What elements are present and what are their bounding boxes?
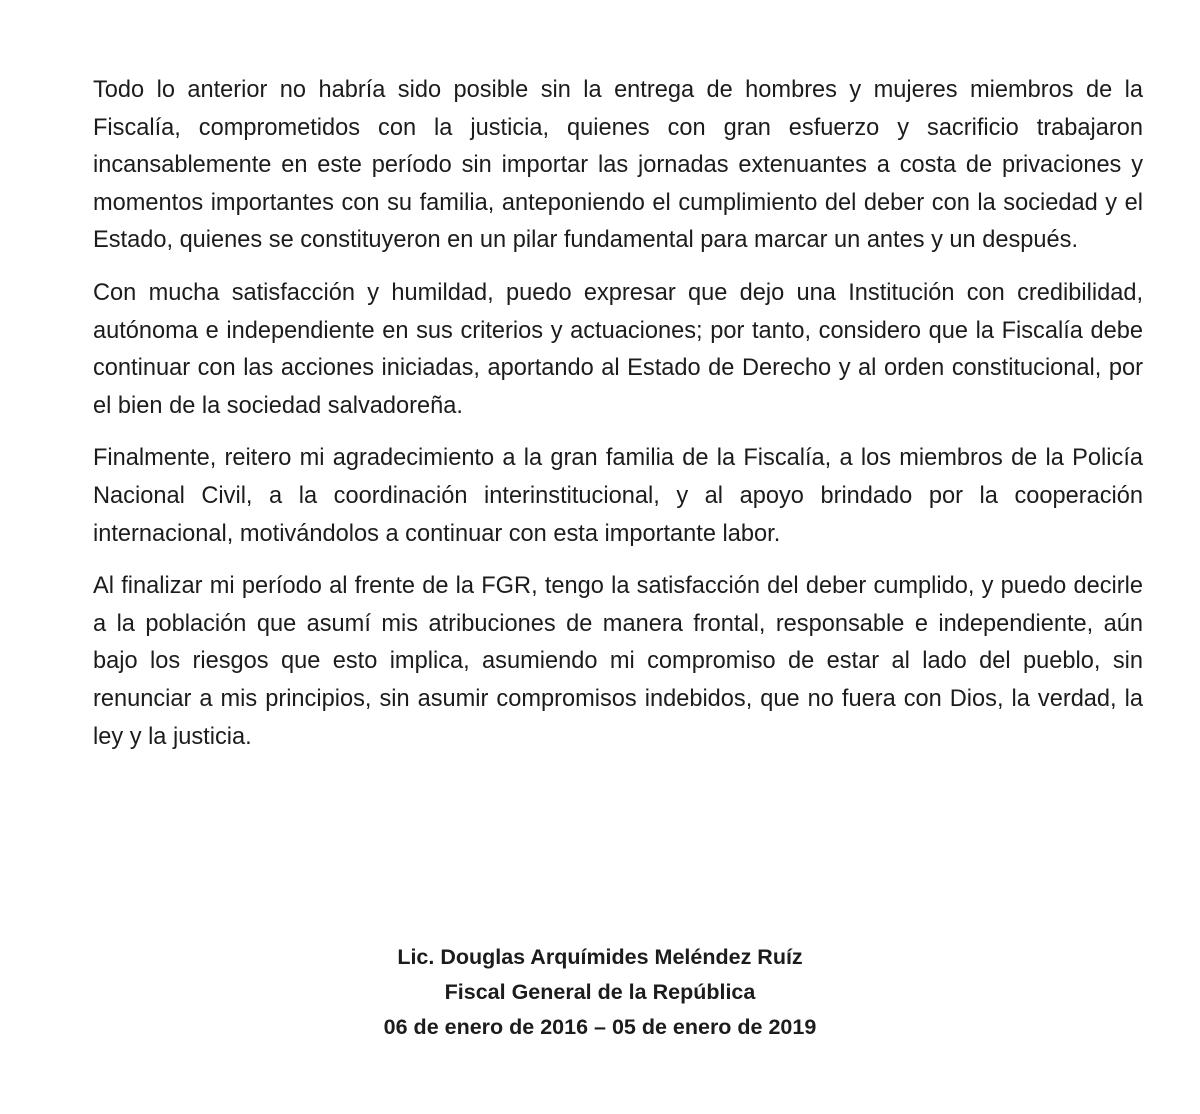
signatory-title: Fiscal General de la República xyxy=(444,980,756,1004)
signature-block xyxy=(0,940,1200,1045)
document-body xyxy=(93,72,1143,771)
paragraph-acknowledgement: Todo lo anterior no habría sido posible sin la entrega de hombres y mujeres miembros de la Fiscalía, comprometidos con la justicia, quienes con gran esfuerzo y sacrificio trabajaron incansablemente en este período sin importar las jornadas extenuantes a costa de privaciones y momentos importantes con su familia, anteponiendo el cumplimiento del deber con la sociedad y el Estado, quienes se constituyeron en un pilar fundamental para marcar un antes y un después. xyxy=(93,77,1143,254)
paragraph-gratitude: Finalmente, reitero mi agradecimiento a la gran familia de la Fiscalía, a los miembros de la Policía Nacional Civil, a la coordinación interinstitucional, y al apoyo brindado por la cooperación internacional, motivándolos a continuar con esta importante labor. xyxy=(93,445,1143,547)
signatory-period: 06 de enero de 2016 – 05 de enero de 2019 xyxy=(383,1015,817,1039)
paragraph-institution: Con mucha satisfacción y humildad, puedo expresar que dejo una Institución con credibilidad, autónoma e independiente en sus criterios y actuaciones; por tanto, considero que la Fiscalía debe continuar con las acciones iniciadas, aportando al Estado de Derecho y al orden constitucional, por el bien de la sociedad salvadoreña. xyxy=(93,279,1143,419)
paragraph-closing: Al finalizar mi período al frente de la FGR, tengo la satisfacción del deber cumplido, y puedo decirle a la población que asumí mis atribuciones de manera frontal, responsable e independiente, aún bajo los riesgos que esto implica, asumiendo mi compromiso de estar al lado del pueblo, sin renunciar a mis principios, sin asumir compromisos indebidos, que no fuera con Dios, la verdad, la ley y la justicia. xyxy=(93,573,1143,750)
signatory-name: Lic. Douglas Arquímides Meléndez Ruíz xyxy=(397,945,803,969)
